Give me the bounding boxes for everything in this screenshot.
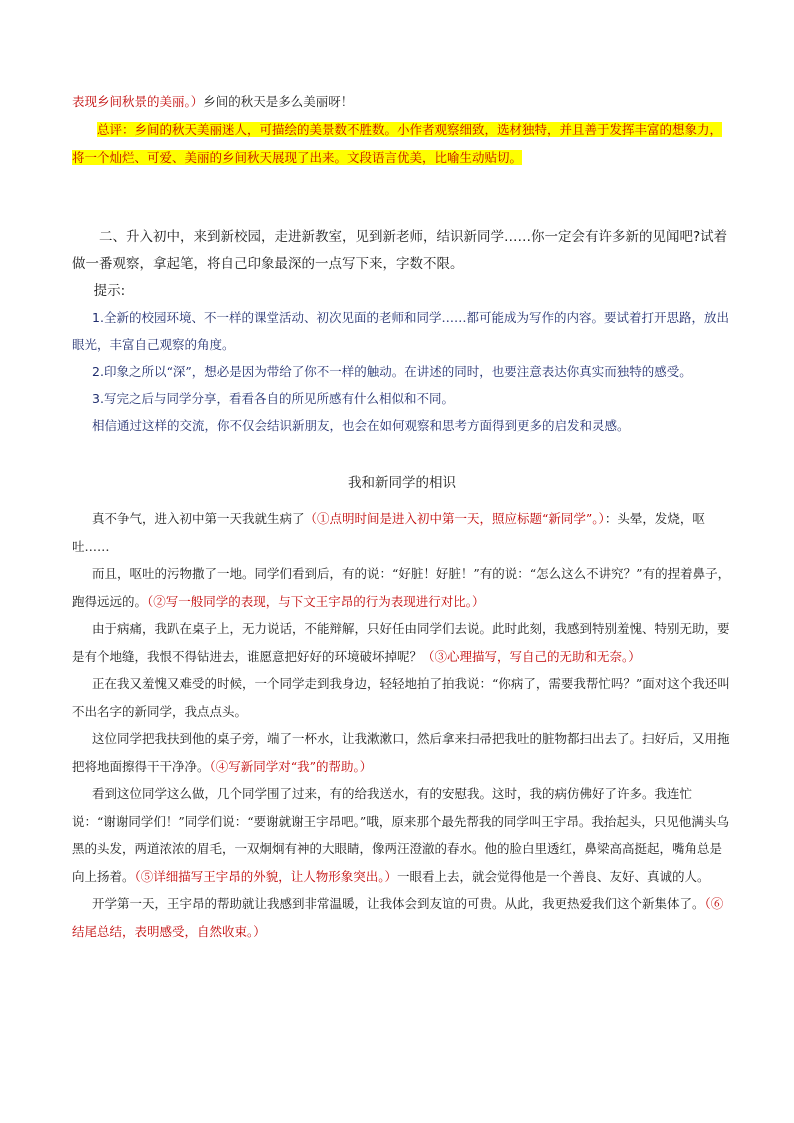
highlighted-summary: 总评：乡间的秋天美丽迷人，可描绘的美景数不胜数。小作者观察细致，选材独特，并且善于发挥丰富的想象力，将一个灿烂、可爱、美丽的乡间秋天展现了出来。文段语言优美，比喻生动贴切。 xyxy=(72,122,723,165)
tips-heading: 提示: xyxy=(93,283,126,299)
tip-text: 写完之后与同学分享，看看各自的所见所感有什么相似和不同。 xyxy=(103,391,454,406)
tip-number: 3. xyxy=(92,391,104,406)
tip-item xyxy=(72,304,732,358)
essay-text-tail: 一眼看上去，就会觉得他是一个善良、友好、真诚的人。 xyxy=(397,868,710,884)
essay-paragraph xyxy=(72,560,732,615)
essay-title: 我和新同学的相识 xyxy=(348,475,456,491)
essay-annotation: （②写一般同学的表现，与下文王宇昂的行为表现进行对比。） xyxy=(147,593,485,609)
essay-text: 开学第一天，王宇昂的帮助就让我感到非常温暖，让我体会到友谊的可贵。从此，我更热爱我们这个新集体了。 xyxy=(92,896,705,911)
essay-annotation: （③心理描写，写自己的无助和无奈。） xyxy=(422,648,641,664)
essay-annotation: （①点明时间是进入初中第一天，照应标题“新同学”。） xyxy=(304,511,605,526)
tip-item xyxy=(72,385,732,412)
summary-comment xyxy=(72,116,732,172)
body-text: 乡间的秋天是多么美丽呀！ xyxy=(203,94,354,109)
essay-paragraph xyxy=(72,780,732,890)
tips-closing: 相信通过这样的交流，你不仅会结识新朋友，也会在如何观察和思考方面得到更多的启发和灵感。 xyxy=(92,418,630,433)
essay-text: 真不争气，进入初中第一天我就生病了 xyxy=(92,511,305,526)
essay-paragraph xyxy=(72,670,732,725)
essay-text: 而且，呕吐的污物撒了一地。同学们看到后，有的说：“好脏！好脏！”有的说：“怎么这么不讲究？”有的捏着鼻子，跑得远远的。 xyxy=(72,566,731,609)
essay-paragraph xyxy=(72,505,732,560)
tip-number: 1. xyxy=(92,310,104,325)
essay-text: 由于病痛，我趴在桌子上，无力说话，不能辩解，只好任由同学们去说。此时此刻，我感到特别羞愧、特别无助，要是有个地缝，我恨不得钻进去，谁愿意把好好的环境破坏掉呢？ xyxy=(72,621,730,664)
tip-item xyxy=(72,358,732,385)
essay-text: 这位同学把我扶到他的桌子旁，端了一杯水，让我漱漱口，然后拿来扫帚把我吐的脏物都扫出去了。扫好后，又用拖把将地面擦得干干净净。 xyxy=(72,731,730,774)
essay-paragraph xyxy=(72,725,732,780)
essay-annotation: （④写新同学对“我”的帮助。） xyxy=(209,758,373,774)
writing-task: 二、升入初中，来到新校园，走进新教室，见到新老师，结识新同学……你一定会有许多新的见闻吧?试着做一番观察，拿起笔，将自己印象最深的一点写下来，字数不限。 xyxy=(72,229,728,272)
essay-annotation: （⑤详细描写王宇昂的外貌，让人物形象突出。） xyxy=(134,868,398,884)
essay-text: 正在我又羞愧又难受的时候，一个同学走到我身边，轻轻地拍了拍我说：“你病了，需要我帮忙吗？”面对这个我还叫不出名字的新同学，我点点头。 xyxy=(72,676,730,719)
page-content xyxy=(72,88,732,945)
essay-paragraph xyxy=(72,615,732,670)
essay-text-tail: ：头晕，发烧，呕吐…… xyxy=(72,511,705,554)
previous-paragraph-ending xyxy=(72,88,732,116)
essay-annotation: （⑥结尾总结，表明感受，自然收束。） xyxy=(72,896,724,939)
annotation-note: 表现乡间秋景的美丽。） xyxy=(72,94,204,109)
tip-text: 印象之所以“深”，想必是因为带给了你不一样的触动。在讲述的同时，也要注意表达你真实而独特的感受。 xyxy=(103,364,692,379)
essay-text: 看到这位同学这么做，几个同学围了过来，有的给我送水，有的安慰我。这时，我的病仿佛好了许多。我连忙说：“谢谢同学们！”同学们说：“要谢就谢王宇昂吧。”哦，原来那个最先帮我的同学叫王宇昂。我抬起头，只见他满头乌黑的头发，两道浓浓的眉毛，一双炯炯有神的大眼睛，像两汪澄澈的春水。他的脸白里透红，鼻梁高高挺起，嘴角总是向上扬着。 xyxy=(72,786,729,884)
essay-paragraph xyxy=(72,890,732,945)
tip-number: 2. xyxy=(92,364,104,379)
tip-text: 全新的校园环境、不一样的课堂活动、初次见面的老师和同学……都可能成为写作的内容。要试着打开思路，放出眼光，丰富自己观察的角度。 xyxy=(72,310,729,352)
